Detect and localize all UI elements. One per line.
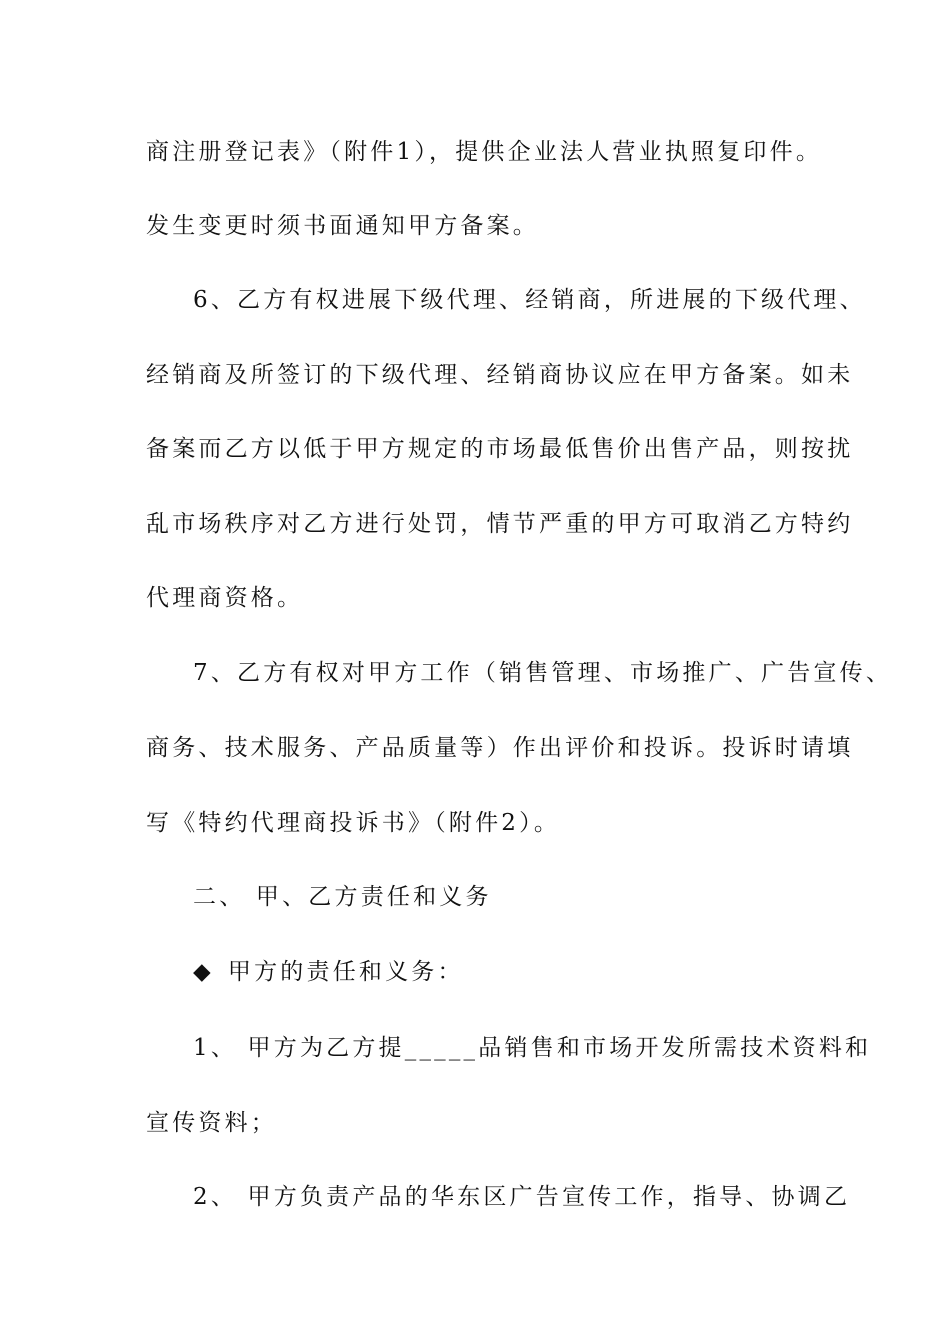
text-line: 6、乙方有权进展下级代理、经销商，所进展的下级代理、 <box>193 287 866 313</box>
text-line: 备案而乙方以低于甲方规定的市场最低售价出售产品，则按扰 <box>146 436 854 462</box>
text-line: 宣传资料； <box>146 1110 277 1136</box>
text-line: 写《特约代理商投诉书》（附件2）。 <box>146 810 561 836</box>
text-line: 商务、技术服务、产品质量等）作出评价和投诉。投诉时请填 <box>146 735 854 761</box>
text-line: 乱市场秩序对乙方进行处罚，情节严重的甲方可取消乙方特约 <box>146 511 854 537</box>
text-line: 经销商及所签订的下级代理、经销商协议应在甲方备案。如未 <box>146 362 854 388</box>
text-line: 发生变更时须书面通知甲方备案。 <box>146 213 539 239</box>
text-line: 1、 甲方为乙方提_____品销售和市场开发所需技术资料和 <box>193 1035 872 1061</box>
text-line: 7、乙方有权对甲方工作（销售管理、市场推广、广告宣传、 <box>193 660 893 686</box>
text-line: 商注册登记表》（附件1），提供企业法人营业执照复印件。 <box>146 139 823 165</box>
diamond-bullet-icon: ◆ <box>193 959 214 985</box>
subsection-heading <box>193 957 863 987</box>
subsection-heading-text: 甲方的责任和义务： <box>227 959 464 985</box>
section-heading: 二、 甲、乙方责任和义务 <box>193 884 492 910</box>
text-line: 代理商资格。 <box>146 585 304 611</box>
text-line: 2、 甲方负责产品的华东区广告宣传工作，指导、协调乙 <box>193 1184 851 1210</box>
